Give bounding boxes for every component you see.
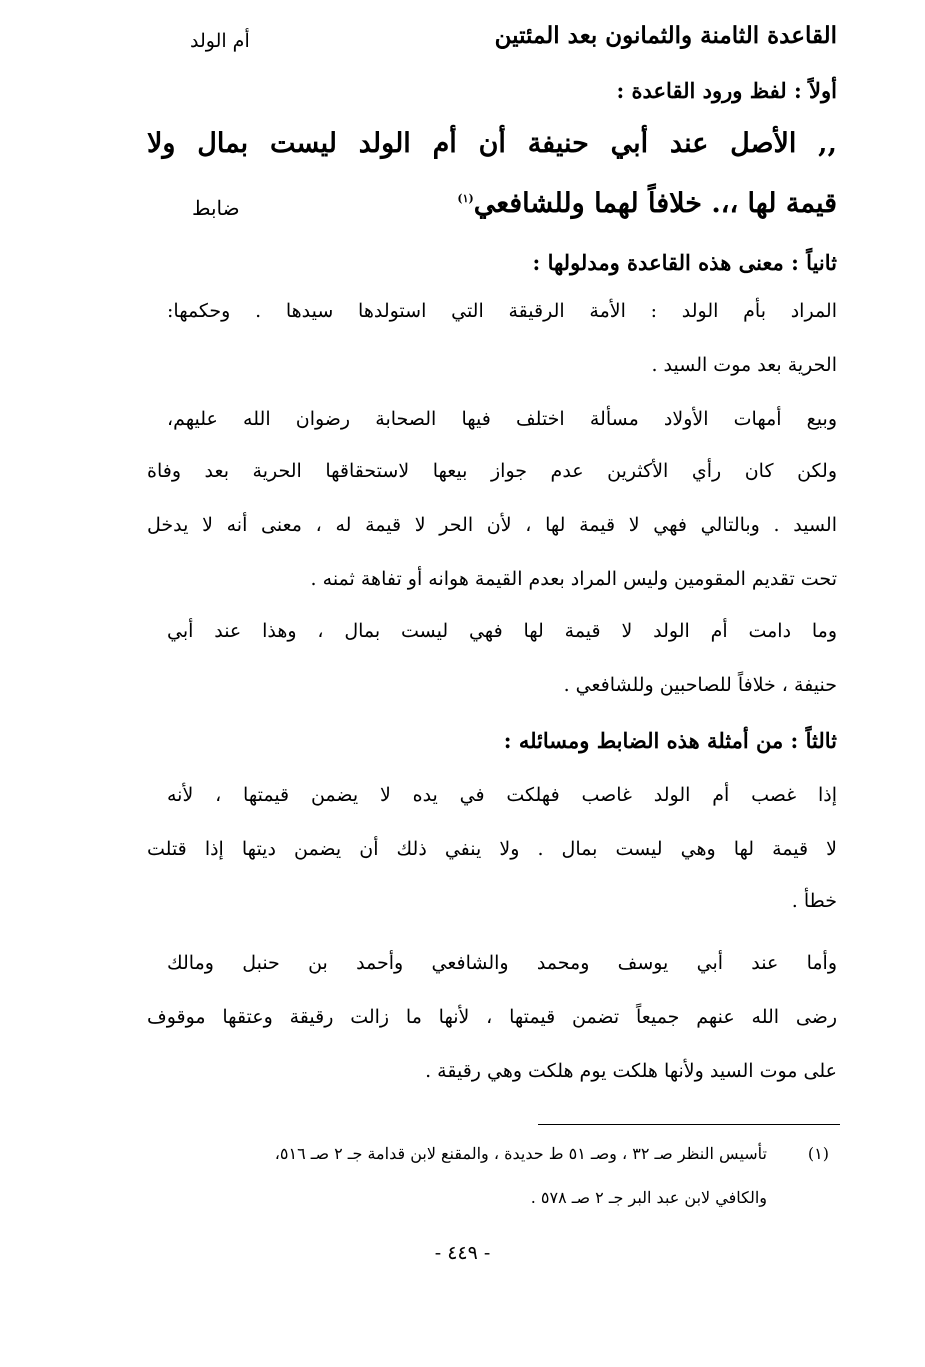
chapter-title: القاعدة الثامنة والثمانون بعد المئتين [494, 22, 837, 49]
meaning-line-1: المراد بأم الولد : الأمة الرقيقة التي استولدها سيدها . وحكمها: [167, 300, 837, 322]
section-heading-wording: أولاً : لفظ ورود القاعدة : [616, 78, 837, 103]
meaning-line-2: الحرية بعد موت السيد . [651, 354, 837, 376]
example-line-2: لا قيمة لها وهي ليست بمال . ولا ينفي ذلك أن يضمن ديتها إذا قتلت [147, 838, 837, 860]
meaning-line-6: تحت تقديم المقومين وليس المراد بعدم القيمة هوانه أو تفاهة ثمنه . [310, 568, 837, 590]
meaning-line-3: وبيع أمهات الأولاد مسألة اختلف فيها الصحابة رضوان الله عليهم، [167, 408, 837, 430]
classification-label: ضابط [192, 196, 240, 220]
section-heading-examples: ثالثاً : من أمثلة هذه الضابط ومسائله : [503, 728, 837, 753]
section-heading-meaning: ثانياً : معنى هذه القاعدة ومدلولها : [532, 250, 837, 275]
page-number: - ٤٤٩ - [434, 1242, 491, 1264]
example-line-5: رضى الله عنهم جميعاً تضمن قيمتها ، لأنها ما زالت رقيقة وعتقها موقوف [147, 1006, 837, 1028]
footnote-reference: (١) [457, 192, 474, 205]
rule-text-line-2-main: قيمة لها ،،. خلافاً لهما وللشافعي [473, 188, 837, 219]
meaning-line-5: السيد . وبالتالي فهي لا قيمة لها ، لأن الحر لا قيمة له ، معنى أنه لا يدخل [147, 514, 837, 536]
example-line-3: خطأ . [791, 890, 837, 912]
example-line-1: إذا غصب أم الولد غاصب فهلكت في يده لا يضمن قيمتها ، لأنه [167, 784, 837, 806]
footnote-number: (١) [807, 1144, 829, 1163]
topic-label: أم الولد [190, 30, 250, 52]
meaning-line-4: ولكن كان رأي الأكثرين عدم جواز بيعها لاستحقاقها الحرية بعد وفاة [147, 460, 837, 482]
rule-text-line-2 [457, 188, 837, 219]
footnote-line-2: والكافي لابن عبد البر جـ ٢ صـ ٥٧٨ . [530, 1188, 767, 1207]
example-line-4: وأما عند أبي يوسف ومحمد والشافعي وأحمد بن حنبل ومالك [167, 952, 837, 974]
example-line-6: على موت السيد ولأنها هلكت يوم هلكت وهي رقيقة . [425, 1060, 837, 1082]
footnote-separator [538, 1124, 840, 1125]
meaning-line-7: وما دامت أم الولد لا قيمة لها فهي ليست بمال ، وهذا عند أبي [167, 620, 837, 642]
meaning-line-8: حنيفة ، خلافاً للصاحبين وللشافعي . [563, 674, 837, 696]
footnote-line-1: تأسيس النظر صـ ٣٢ ، وصـ ٥١ ط حديدة ، والمقنع لابن قدامة جـ ٢ صـ ٥١٦، [274, 1144, 767, 1163]
rule-text-line-1: ,, الأصل عند أبي حنيفة أن أم الولد ليست بمال ولا [147, 128, 837, 159]
